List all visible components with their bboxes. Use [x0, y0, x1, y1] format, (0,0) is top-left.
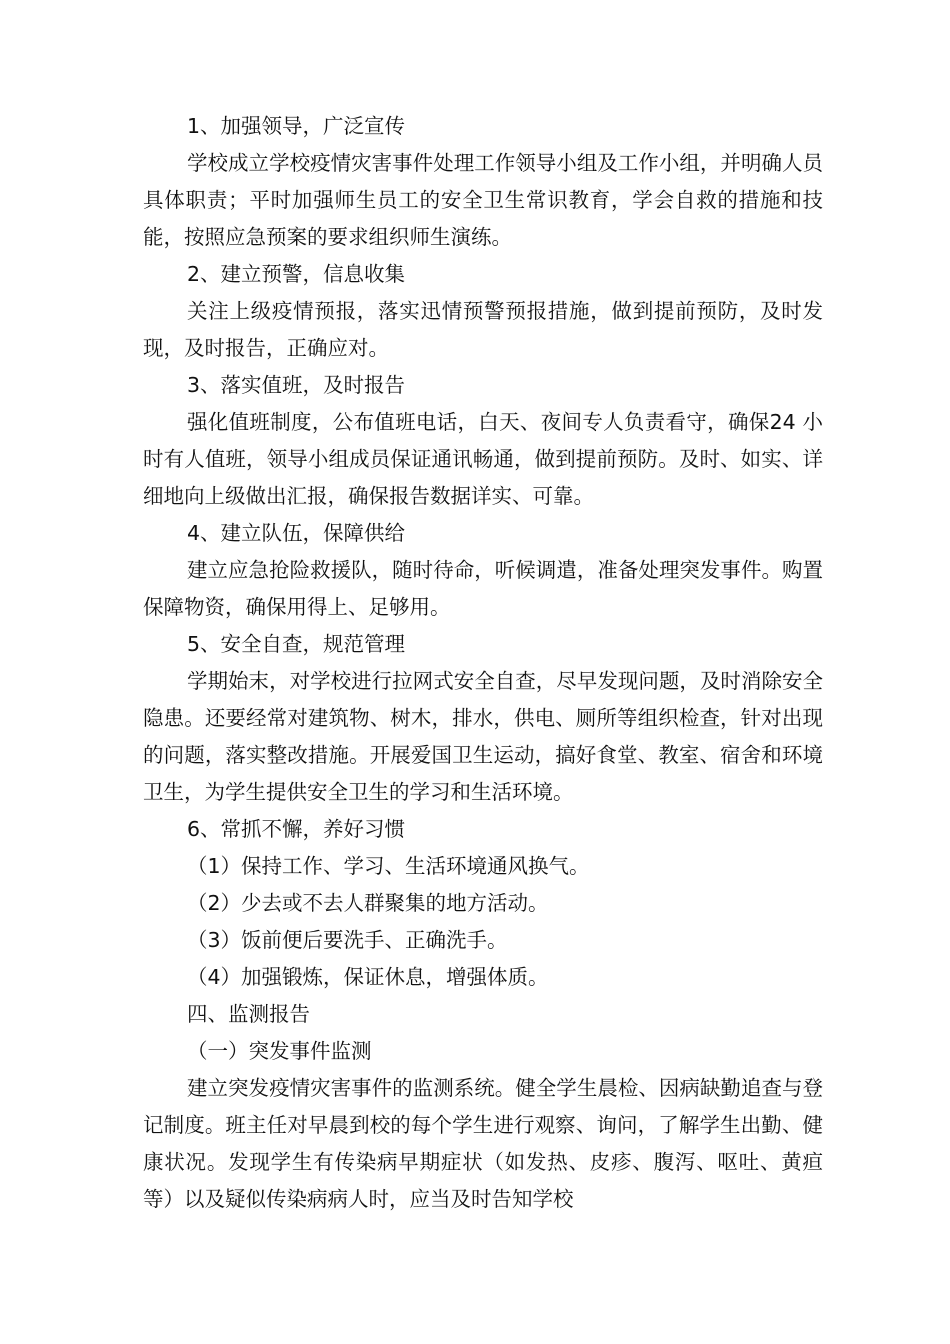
section-heading-5: 5、安全自查，规范管理 [187, 632, 406, 656]
subsection-heading-1: （一）突发事件监测 [187, 1039, 372, 1063]
paragraph-3: 强化值班制度，公布值班电话，白天、夜间专人负责看守，确保24 小时有人值班，领导小组成员保证通讯畅通，做到提前预防。及时、如实、详细地向上级做出汇报，确保报告数据详实、可靠。 [143, 410, 823, 508]
list-item-1: （1）保持工作、学习、生活环境通风换气。 [187, 854, 590, 878]
chapter-heading-4: 四、监测报告 [187, 1002, 310, 1026]
list-item-4: （4）加强锻炼，保证休息，增强体质。 [187, 965, 549, 989]
section-heading-1: 1、加强领导，广泛宣传 [187, 114, 406, 138]
section-heading-4: 4、建立队伍，保障供给 [187, 521, 406, 545]
list-item-3: （3）饭前便后要洗手、正确洗手。 [187, 928, 508, 952]
section-heading-3: 3、落实值班，及时报告 [187, 373, 406, 397]
section-heading-6: 6、常抓不懈，养好习惯 [187, 817, 406, 841]
list-item-2: （2）少去或不去人群聚集的地方活动。 [187, 891, 549, 915]
paragraph-4: 建立应急抢险救援队，随时待命，听候调遣，准备处理突发事件。购置保障物资，确保用得上、足够用。 [143, 558, 823, 619]
paragraph-monitoring: 建立突发疫情灾害事件的监测系统。健全学生晨检、因病缺勤追查与登记制度。班主任对早晨到校的每个学生进行观察、询问，了解学生出勤、健康状况。发现学生有传染病早期症状（如发热、皮疹、腹泻、呕吐、黄疸等）以及疑似传染病病人时，应当及时告知学校 [143, 1076, 823, 1211]
document-body [143, 108, 823, 1218]
paragraph-1: 学校成立学校疫情灾害事件处理工作领导小组及工作小组，并明确人员具体职责；平时加强师生员工的安全卫生常识教育，学会自救的措施和技能，按照应急预案的要求组织师生演练。 [143, 151, 823, 249]
section-heading-2: 2、建立预警，信息收集 [187, 262, 406, 286]
paragraph-2: 关注上级疫情预报，落实迅情预警预报措施，做到提前预防，及时发现，及时报告，正确应对。 [143, 299, 823, 360]
paragraph-5: 学期始末，对学校进行拉网式安全自查，尽早发现问题，及时消除安全隐患。还要经常对建筑物、树木，排水，供电、厕所等组织检查，针对出现的问题，落实整改措施。开展爱国卫生运动，搞好食堂、教室、宿舍和环境卫生，为学生提供安全卫生的学习和生活环境。 [143, 669, 823, 804]
